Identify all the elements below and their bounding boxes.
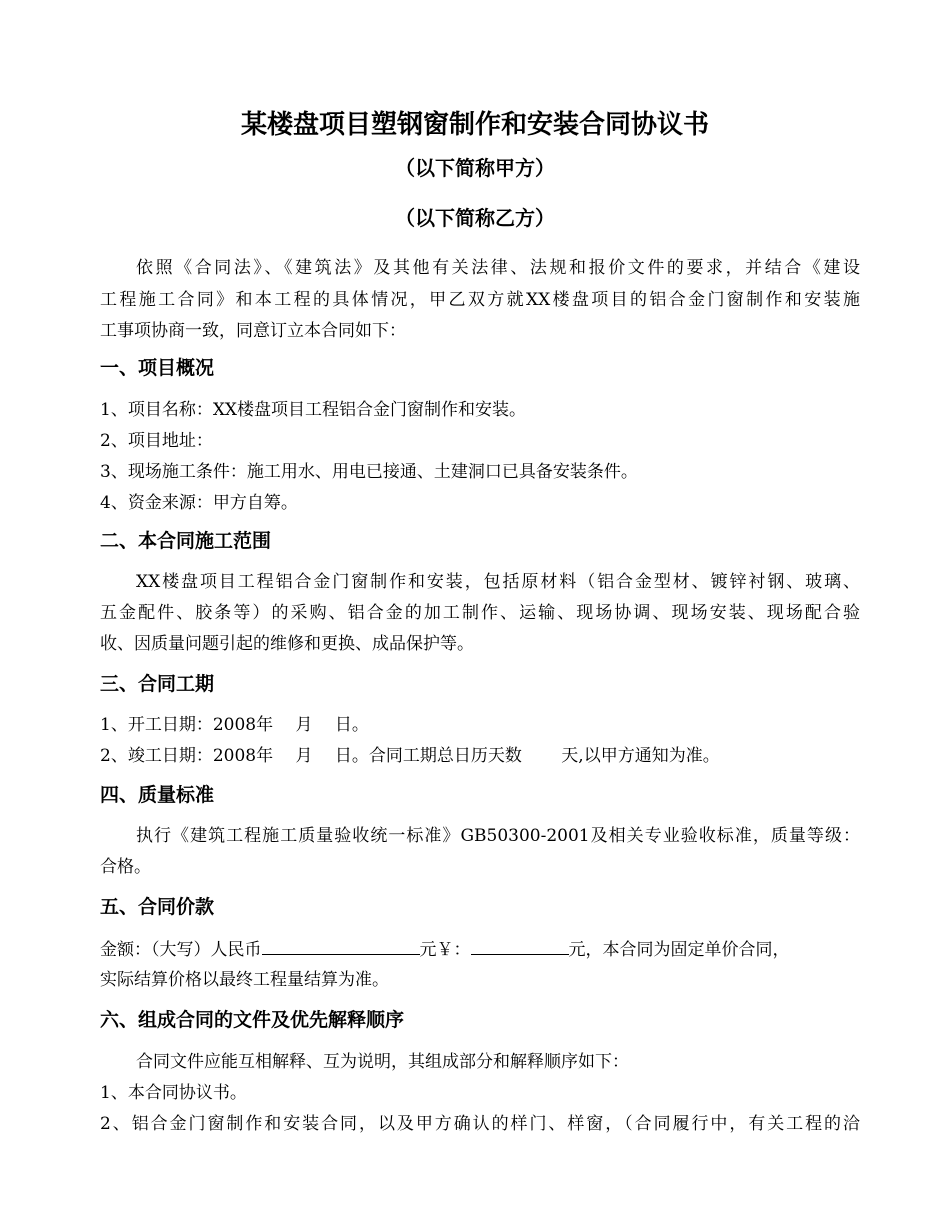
amount-prefix: 金额：（大写）人民币	[100, 940, 262, 960]
s6-intro: 合同文件应能互相解释、互为说明，其组成部分和解释顺序如下：	[136, 1052, 629, 1072]
s1-item-3: 3、现场施工条件：施工用水、用电已接通、土建洞口已具备安装条件。	[100, 462, 638, 482]
s5-line-2: 实际结算价格以最终工程量结算为准。	[100, 970, 389, 990]
section-heading-6: 六、组成合同的文件及优先解释顺序	[100, 1009, 405, 1031]
amount-words-blank[interactable]	[262, 938, 420, 955]
s6-item-1: 1、本合同协议书。	[100, 1083, 247, 1103]
document-title: 某楼盘项目塑钢窗制作和安装合同协议书	[240, 110, 709, 140]
s5-amount-line	[100, 938, 860, 961]
s1-item-2: 2、项目地址：	[100, 431, 213, 451]
party-a-line: （以下简称甲方）	[395, 156, 555, 180]
amount-suffix: 元，本合同为固定单价合同，	[568, 940, 790, 960]
amount-number-blank[interactable]	[471, 938, 569, 955]
intro-line-1: 依照《合同法》、《建筑法》及其他有关法律、法规和报价文件的要求，并结合《建设	[136, 258, 860, 278]
intro-line-3: 工事项协商一致，同意订立本合同如下：	[100, 321, 406, 341]
section-heading-2: 二、本合同施工范围	[100, 530, 272, 552]
s6-item-2: 2、铝合金门窗制作和安装合同，以及甲方确认的样门、样窗，（合同履行中，有关工程的洽	[100, 1114, 860, 1134]
s3-item-1: 1、开工日期：2008年 月 日。	[100, 715, 369, 735]
s2-line-3: 收、因质量问题引起的维修和更换、成品保护等。	[100, 634, 474, 654]
s4-line-2: 合格。	[100, 857, 151, 877]
s4-line-1: 执行《建筑工程施工质量验收统一标准》GB50300-2001及相关专业验收标准，质量等级：	[136, 826, 860, 846]
section-heading-5: 五、合同价款	[100, 896, 215, 918]
section-heading-1: 一、项目概况	[100, 357, 215, 379]
s1-item-1: 1、项目名称：XX楼盘项目工程铝合金门窗制作和安装。	[100, 400, 527, 420]
party-b-line: （以下简称乙方）	[395, 206, 555, 230]
s2-line-1: XX楼盘项目工程铝合金门窗制作和安装，包括原材料（铝合金型材、镀锌衬钢、玻璃、	[136, 572, 860, 592]
s3-item-2: 2、竣工日期：2008年 月 日。合同工期总日历天数 天,以甲方通知为准。	[100, 746, 720, 766]
s1-item-4: 4、资金来源：甲方自筹。	[100, 493, 298, 513]
s2-line-2: 五金配件、胶条等）的采购、铝合金的加工制作、运输、现场协调、现场安装、现场配合验	[100, 603, 860, 623]
section-heading-3: 三、合同工期	[100, 673, 215, 695]
amount-mid: 元￥：	[419, 940, 471, 960]
intro-line-2: 工程施工合同》和本工程的具体情况，甲乙双方就XX楼盘项目的铝合金门窗制作和安装施	[100, 290, 860, 310]
section-heading-4: 四、质量标准	[100, 784, 215, 806]
